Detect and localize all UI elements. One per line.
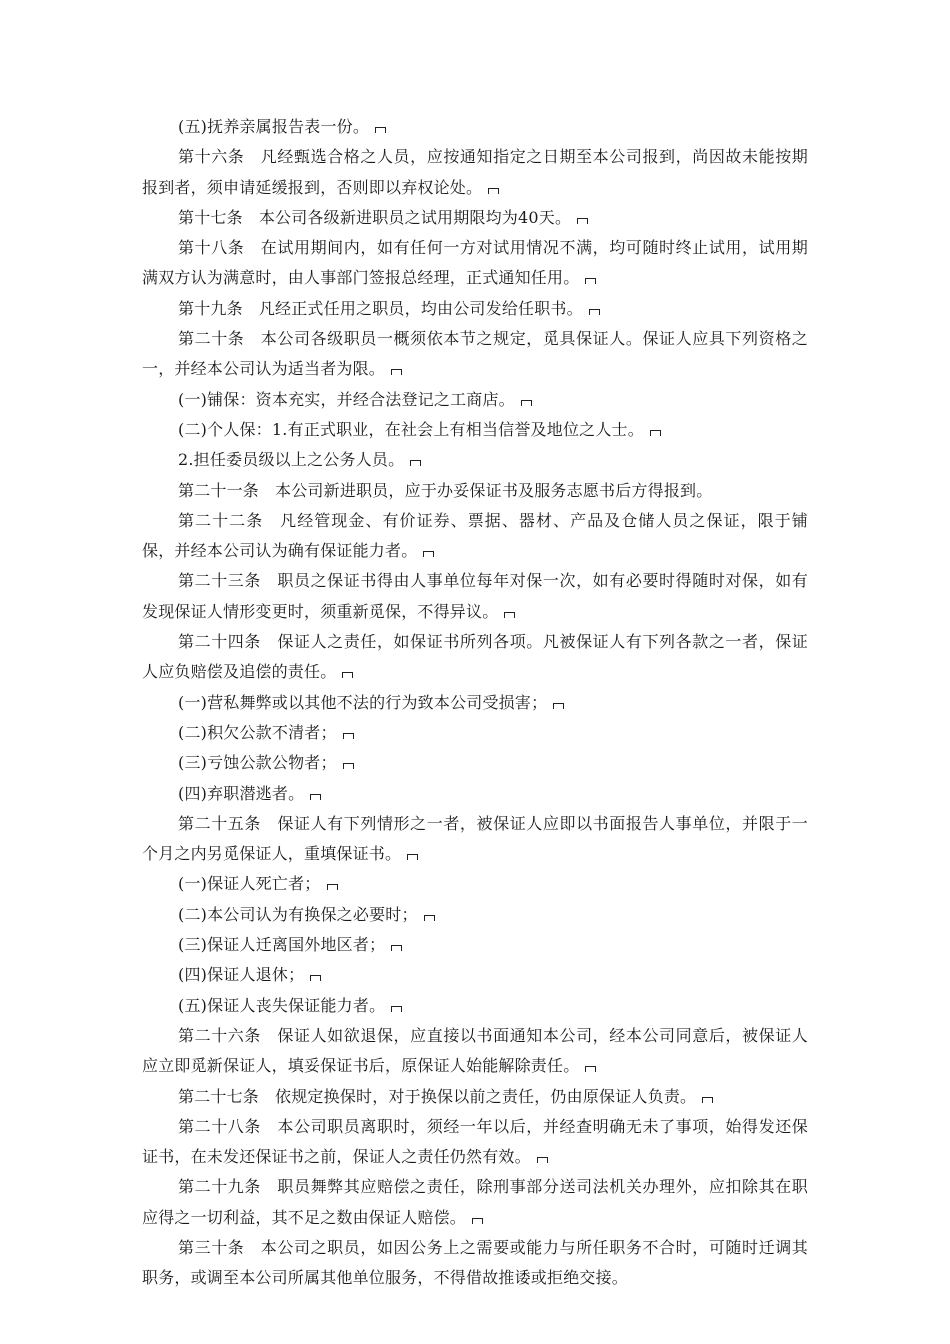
paragraph: [142, 415, 808, 445]
paragraph: [142, 1112, 808, 1173]
paragraph: [142, 294, 808, 324]
paragraph: [142, 718, 808, 748]
paragraph-text: 职员舞弊其应赔偿之责任，除刑事部分送司法机关办理外，应扣除其在职应得之一切利益，其不足之数由保证人赔偿。: [142, 1177, 808, 1227]
paragraph-mark-icon: [310, 975, 321, 981]
paragraph: [142, 1021, 808, 1082]
paragraph-text: 凡经甄选合格之人员，应按通知指定之日期至本公司报到，尚因故未能按期报到者，须申请延缓报到，否则即以弃权论处。: [142, 147, 808, 197]
paragraph-mark-icon: [327, 884, 338, 890]
paragraph: [142, 445, 808, 475]
document-page: [142, 112, 808, 1294]
paragraph: [142, 688, 808, 718]
paragraph-text: 保证人之责任，如保证书所列各项。凡被保证人有下列各款之一者，保证人应负赔偿及追偿的责任。: [142, 632, 808, 682]
paragraph: [142, 233, 808, 294]
paragraph-mark-icon: [504, 612, 515, 618]
paragraph-mark-icon: [423, 551, 434, 557]
article-head: 第二十九条: [178, 1177, 261, 1197]
paragraph-mark-icon: [553, 703, 564, 709]
paragraph: [142, 1172, 808, 1233]
paragraph: [142, 809, 808, 870]
paragraph: [142, 112, 808, 142]
paragraph: [142, 960, 808, 990]
paragraph: [142, 203, 808, 233]
paragraph-text: (二)个人保：1.有正式职业，在社会上有相当信誉及地位之人士。: [178, 419, 644, 439]
paragraph-text: 在试用期间内，如有任何一方对试用情况不满，均可随时终止试用，试用期满双方认为满意时，由人事部门签报总经理，正式通知任用。: [142, 238, 808, 288]
paragraph-mark-icon: [589, 309, 600, 315]
paragraph-text: (一)保证人死亡者；: [178, 874, 321, 894]
paragraph-text: (三)亏蚀公款公物者；: [178, 753, 337, 773]
paragraph-mark-icon: [391, 369, 402, 375]
article-head: 第二十四条: [178, 632, 261, 652]
article-head: 第二十七条: [178, 1086, 260, 1106]
paragraph-text: (四)保证人退休；: [178, 965, 305, 985]
paragraph-text: 本公司新进职员，应于办妥保证书及服务志愿书后方得报到。: [275, 480, 713, 500]
paragraph-text: 2.担任委员级以上之公务人员。: [178, 450, 405, 470]
paragraph-mark-icon: [472, 1218, 483, 1224]
paragraph-mark-icon: [702, 1097, 713, 1103]
paragraph-text: 本公司职员离职时，须经一年以后，并经查明确无未了事项，始得发还保证书，在未发还保证书之前，保证人之责任仍然有效。: [142, 1116, 808, 1167]
article-head: 第二十三条: [178, 571, 261, 591]
paragraph: [142, 991, 808, 1021]
paragraph-text: (五)抚养亲属报告表一份。: [178, 117, 370, 136]
paragraph-mark-icon: [650, 430, 661, 436]
paragraph-mark-icon: [407, 854, 418, 860]
paragraph-text: 凡经正式任用之职员，均由公司发给任职书。: [258, 298, 583, 318]
paragraph-text: (五)保证人丧失保证能力者。: [178, 995, 386, 1015]
paragraph-text: (二)积欠公款不清者；: [178, 722, 337, 742]
article-head: 第十六条: [178, 147, 245, 167]
article-head: 第二十二条: [178, 510, 264, 530]
paragraph-mark-icon: [585, 278, 596, 284]
paragraph-text: (一)营私舞弊或以其他不法的行为致本公司受损害；: [178, 692, 548, 712]
paragraph-text: 保证人有下列情形之一者，被保证人应即以书面报告人事单位，并限于一个月之内另觅保证人，重填保证书。: [142, 813, 808, 864]
paragraph-text: (三)保证人迁离国外地区者；: [178, 935, 386, 955]
paragraph: [142, 627, 808, 688]
paragraph: [142, 324, 808, 385]
paragraph-mark-icon: [410, 460, 421, 466]
paragraph-text: 职员之保证书得由人事单位每年对保一次，如有必要时得随时对保，如有发现保证人情形变更时，须重新觅保，不得异议。: [142, 571, 808, 621]
paragraph: [142, 476, 808, 506]
article-head: 第二十一条: [178, 480, 260, 500]
paragraph-text: (四)弃职潜逃者。: [178, 783, 305, 803]
paragraph-text: (二)本公司认为有换保之必要时；: [178, 904, 418, 924]
paragraph-text: 本公司各级职员一概须依本节之规定，觅具保证人。保证人应具下列资格之一，并经本公司认为适当者为限。: [142, 329, 808, 379]
paragraph-mark-icon: [537, 1157, 548, 1163]
paragraph-text: (一)铺保：资本充实，并经合法登记之工商店。: [178, 389, 515, 409]
paragraph-mark-icon: [375, 127, 386, 133]
paragraph: [142, 566, 808, 627]
paragraph: [142, 1233, 808, 1294]
paragraph-text: 本公司之职员，如因公务上之需要或能力与所任职务不合时，可随时迁调其职务，或调至本公司所属其他单位服务，不得借故推诿或拒绝交接。: [142, 1237, 808, 1288]
article-head: 第十八条: [178, 238, 245, 258]
paragraph-mark-icon: [577, 218, 588, 224]
paragraph-mark-icon: [343, 763, 354, 769]
article-head: 第二十八条: [178, 1116, 261, 1136]
paragraph-text: 依规定换保时，对于换保以前之责任，仍由原保证人负责。: [275, 1086, 697, 1106]
paragraph-text: 保证人如欲退保，应直接以书面通知本公司，经本公司同意后，被保证人应立即觅新保证人，填妥保证书后，原保证人始能解除责任。: [142, 1025, 808, 1076]
paragraph: [142, 748, 808, 778]
paragraph: [142, 869, 808, 899]
paragraph-mark-icon: [391, 1006, 402, 1012]
article-head: 第二十条: [178, 329, 245, 349]
article-head: 第三十条: [178, 1237, 245, 1257]
paragraph-mark-icon: [343, 733, 354, 739]
paragraph: [142, 1082, 808, 1112]
paragraph: [142, 506, 808, 567]
paragraph-text: 凡经管现金、有价证券、票据、器材、产品及仓储人员之保证，限于铺保，并经本公司认为确有保证能力者。: [142, 510, 808, 561]
paragraph-mark-icon: [585, 1066, 596, 1072]
paragraph: [142, 385, 808, 415]
article-head: 第十九条: [178, 298, 243, 318]
paragraph: [142, 930, 808, 960]
paragraph-mark-icon: [391, 945, 402, 951]
article-head: 第二十六条: [178, 1025, 261, 1045]
article-head: 第十七条: [178, 207, 243, 227]
paragraph: [142, 142, 808, 203]
paragraph-text: 本公司各级新进职员之试用期限均为40天。: [258, 207, 572, 227]
paragraph-mark-icon: [342, 672, 353, 678]
article-head: 第二十五条: [178, 813, 261, 833]
paragraph-mark-icon: [424, 915, 435, 921]
paragraph: [142, 900, 808, 930]
paragraph: [142, 779, 808, 809]
paragraph-mark-icon: [521, 400, 532, 406]
paragraph-mark-icon: [310, 794, 321, 800]
paragraph-mark-icon: [488, 188, 499, 194]
